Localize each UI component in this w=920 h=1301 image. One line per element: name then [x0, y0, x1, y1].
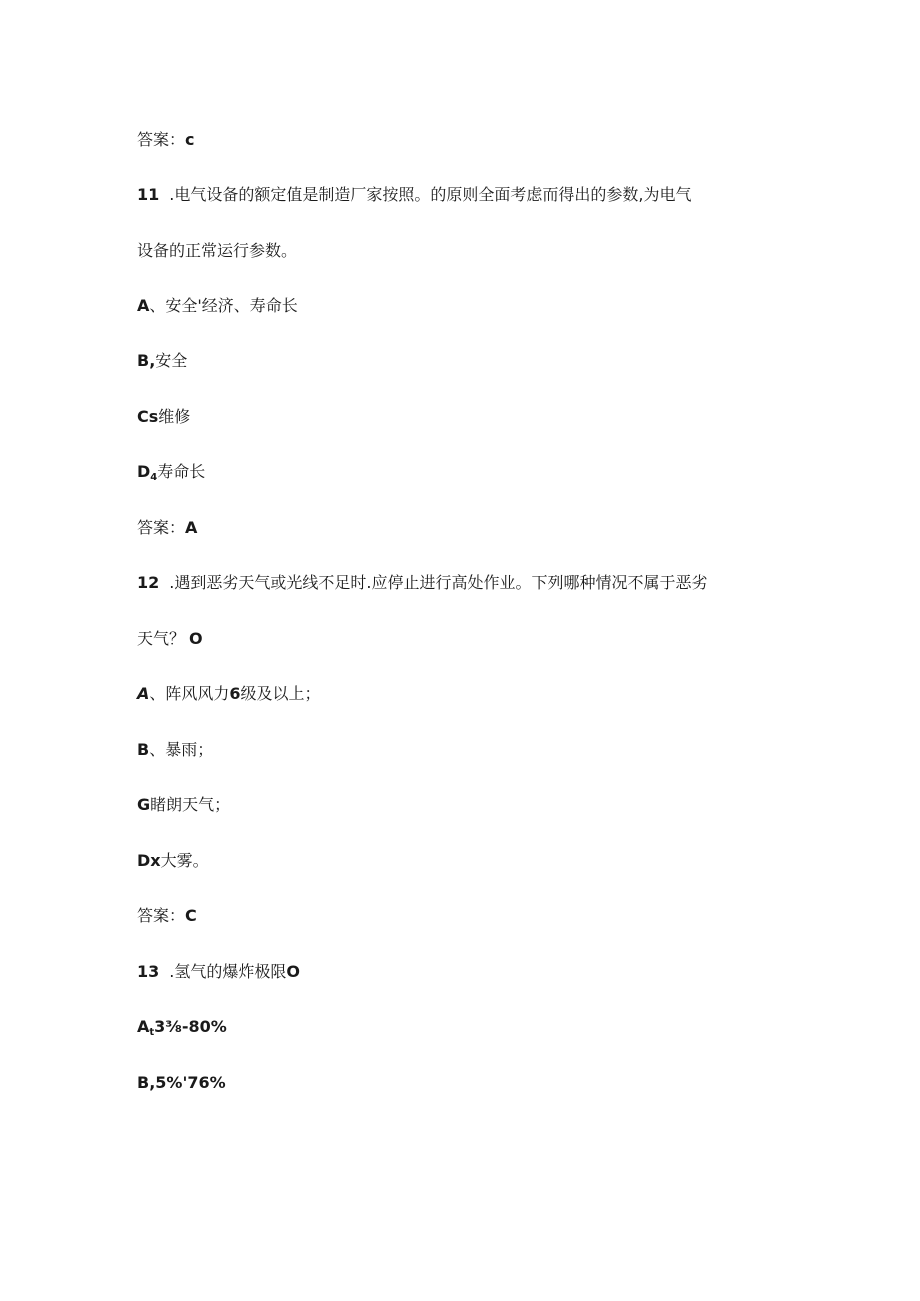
blank-marker: O — [286, 962, 300, 981]
option-text: 安全 — [155, 351, 188, 370]
question-text: 天气？ — [137, 629, 186, 648]
question-number: 12 — [137, 573, 160, 592]
question-number: 13 — [137, 962, 160, 981]
question-11-line-1 — [137, 184, 691, 206]
answer-label: 答案： — [137, 906, 186, 925]
option-11-c — [137, 406, 190, 428]
option-key-subscript: t — [149, 1027, 155, 1038]
option-key: A — [137, 296, 150, 315]
option-key: Dx — [137, 851, 161, 870]
option-number: 6 — [229, 684, 241, 703]
question-12-line-1 — [137, 572, 707, 594]
option-11-d — [137, 461, 205, 489]
question-11-line-2 — [137, 240, 297, 262]
option-11-a — [137, 295, 298, 317]
option-text: 、暴雨； — [149, 740, 214, 759]
option-12-d — [137, 850, 209, 872]
option-key: A — [137, 684, 150, 703]
option-key: B, — [137, 1073, 156, 1092]
question-text: .电气设备的额定值是制造厂家按照。的原则全面考虑而得出的参数,为电气 — [169, 185, 692, 204]
question-13-line-1 — [137, 961, 300, 983]
answer-value: A — [185, 518, 198, 537]
option-text: 5%'76% — [155, 1073, 226, 1092]
option-12-c — [137, 794, 230, 816]
option-13-b — [137, 1072, 226, 1094]
answer-label: 答案： — [137, 130, 186, 149]
option-key: B, — [137, 351, 156, 370]
answer-value: c — [185, 130, 195, 149]
option-text: 寿命长 — [157, 462, 206, 481]
question-text: .氢气的爆炸极限 — [169, 962, 287, 981]
answer-line-q11 — [137, 517, 197, 539]
option-key: G — [137, 795, 151, 814]
answer-label: 答案： — [137, 518, 186, 537]
answer-line-q12 — [137, 905, 197, 927]
question-number: 11 — [137, 185, 160, 204]
question-text: 设备的正常运行参数。 — [137, 241, 298, 260]
option-13-a — [137, 1016, 227, 1044]
option-key: D — [137, 462, 151, 481]
option-key: Cs — [137, 407, 159, 426]
option-text: 3⅜-80% — [154, 1017, 227, 1036]
answer-value: C — [185, 906, 197, 925]
option-text: 、安全'经济、寿命长 — [149, 296, 298, 315]
question-12-line-2 — [137, 628, 203, 650]
blank-marker: O — [189, 629, 203, 648]
option-12-a — [137, 683, 321, 705]
option-key: B — [137, 740, 150, 759]
option-text-2: 级及以上； — [240, 684, 321, 703]
answer-line-q10 — [137, 129, 195, 151]
option-key-subscript: 4 — [150, 472, 158, 483]
option-11-b — [137, 350, 187, 372]
option-key: A — [137, 1017, 150, 1036]
option-text: 、阵风风力 — [149, 684, 230, 703]
option-12-b — [137, 739, 213, 761]
option-text: 维修 — [158, 407, 191, 426]
option-text: 睹朗天气； — [150, 795, 231, 814]
question-text: .遇到恶劣天气或光线不足时.应停止进行高处作业。下列哪种情况不属于恶劣 — [169, 573, 708, 592]
option-text: 大雾。 — [160, 851, 209, 870]
